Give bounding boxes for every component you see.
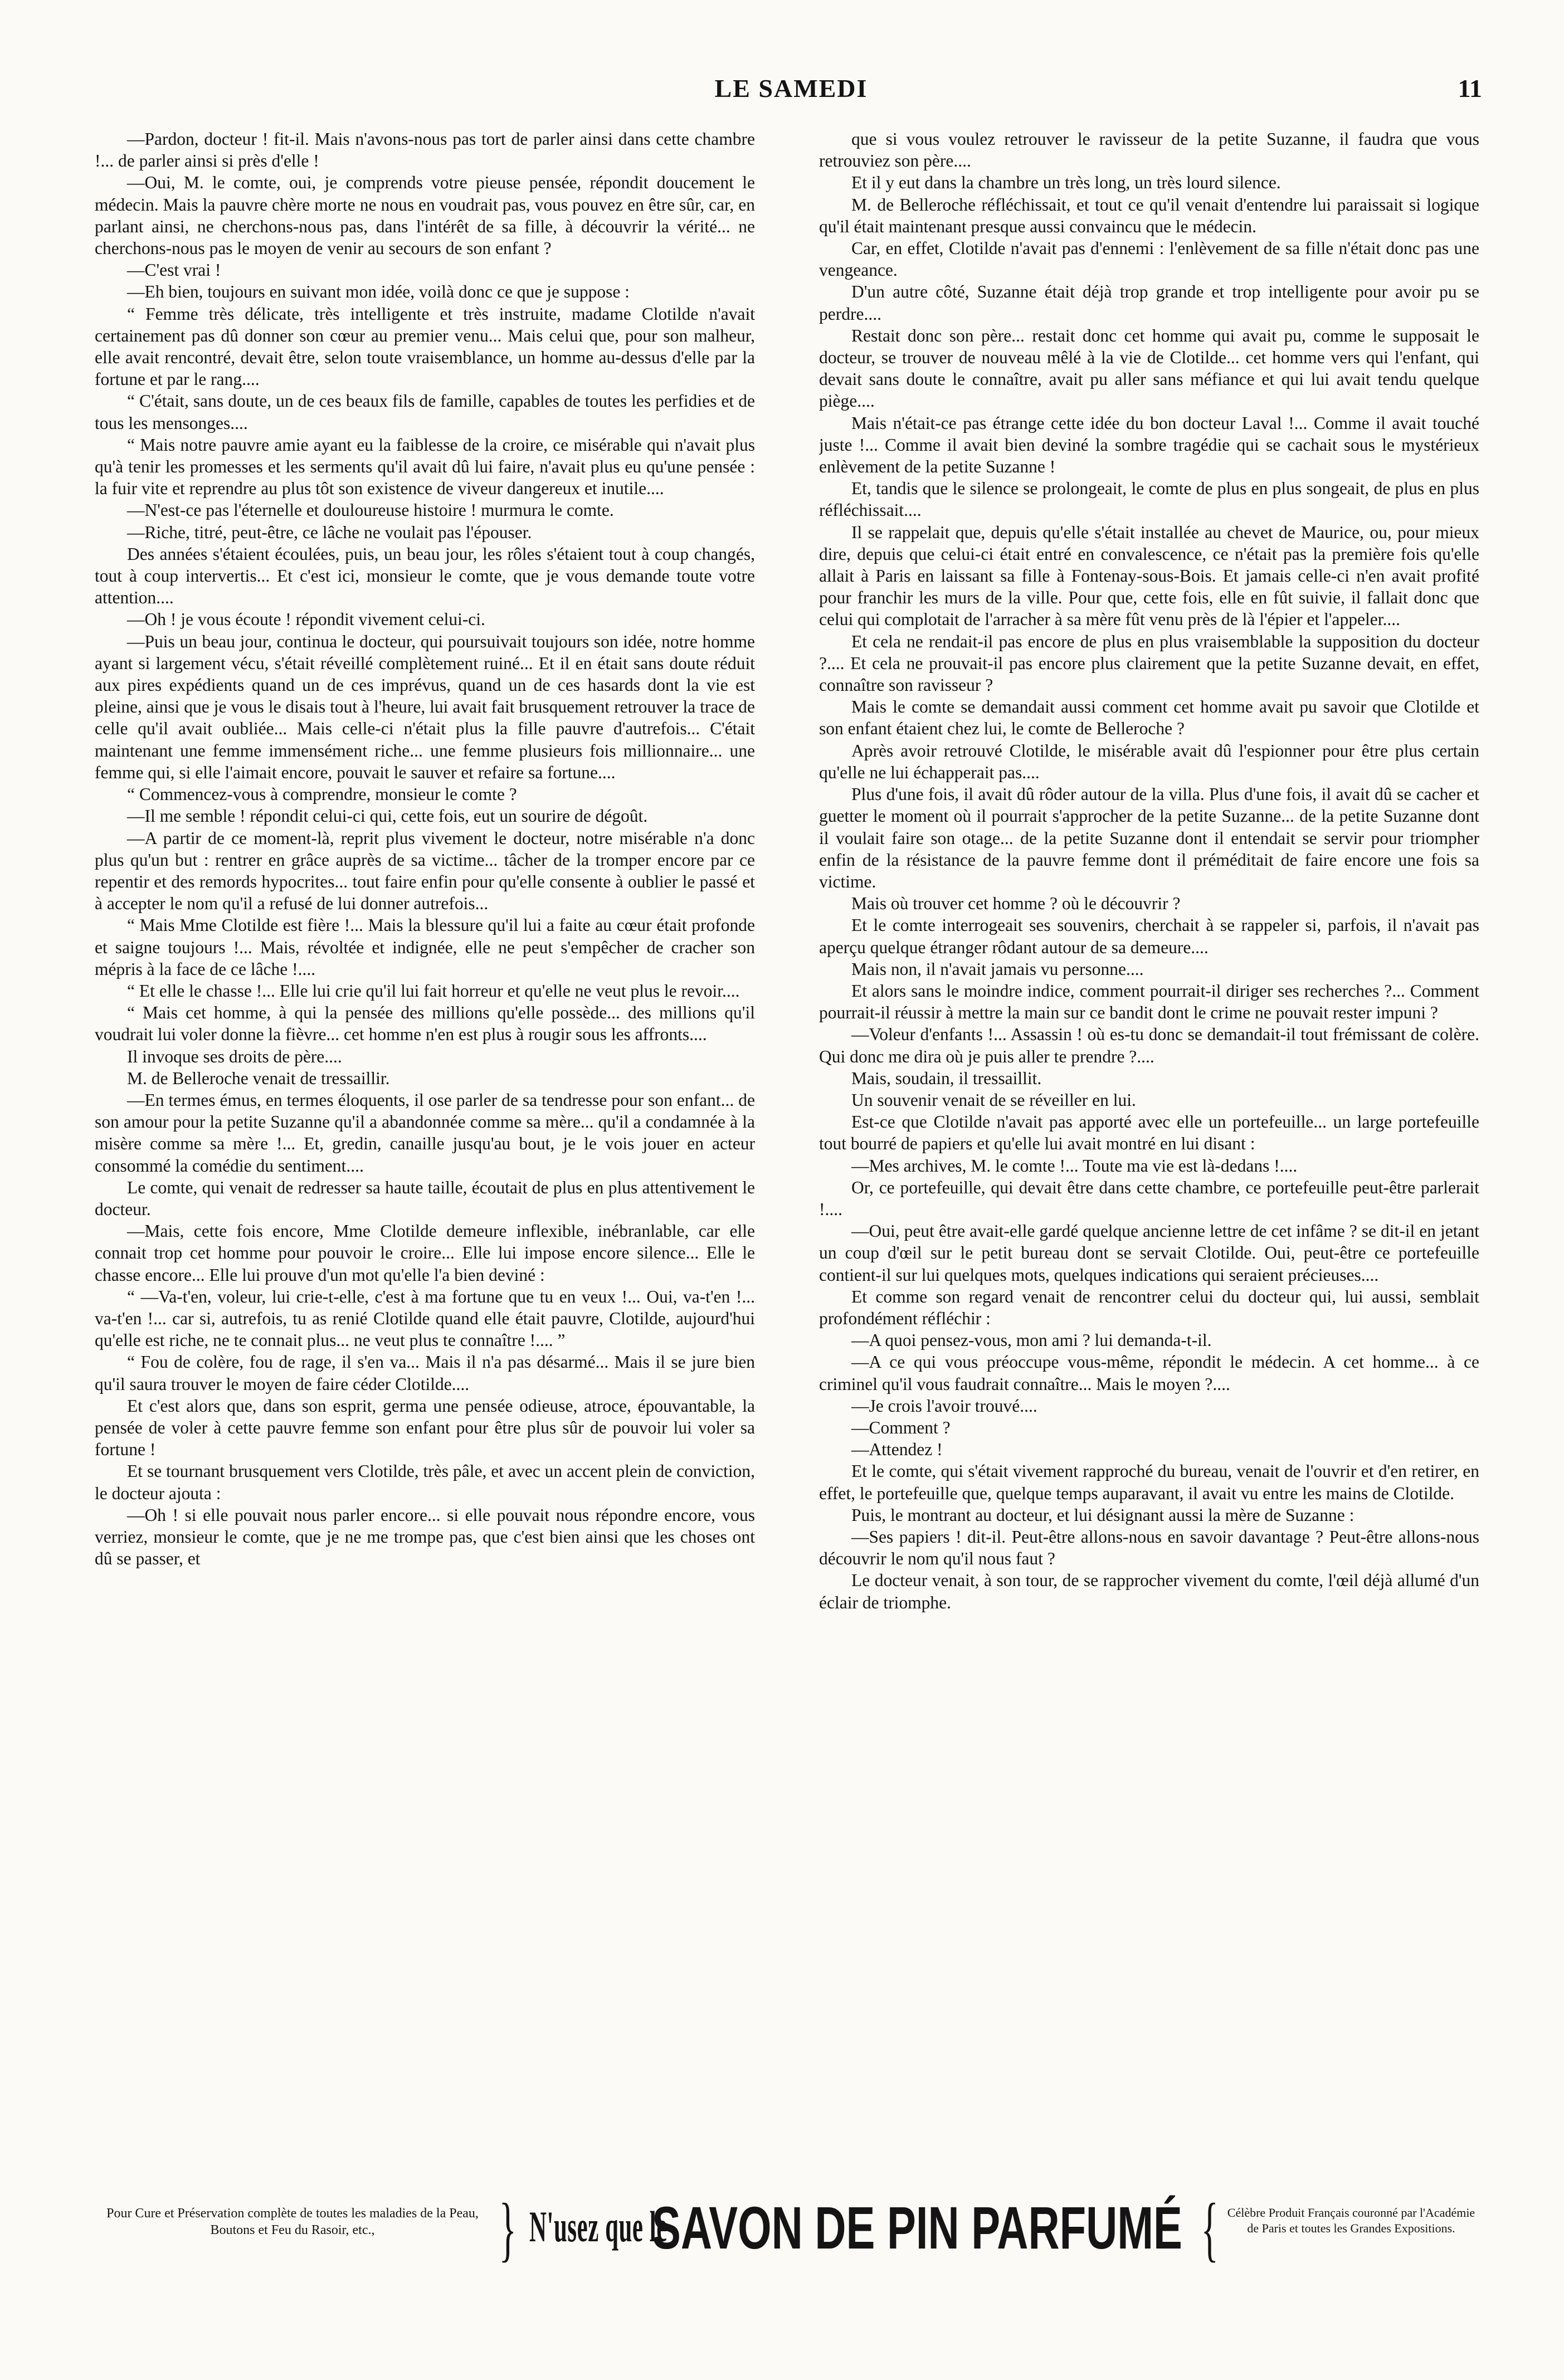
page-header <box>100 74 1482 113</box>
paragraph: Il se rappelait que, depuis qu'elle s'était installée au chevet de Maurice, ou, pour mieux dire, depuis que celui-ci était entré en convalescence, ce n'était pas la première fois qu'elle allait à Paris en laissant sa fille à Fontenay-sous-Bois. Et jamais celle-ci n'en avait profité pour franchir les murs de la ville. Pour que, cette fois, elle en fût suivie, il fallait donc que celui qui complotait de l'arracher à sa mère fût venu près de là l'épier et l'appeler.... <box>819 522 1479 630</box>
paragraph: Et le comte, qui s'était vivement rapproché du bureau, venait de l'ouvrir et d'en retirer, en effet, le portefeuille que, quelque temps auparavant, il avait vu entre les mains de Clotilde. <box>819 1461 1479 1503</box>
ad-right-brace: { <box>1201 2189 1219 2269</box>
journal-title: LE SAMEDI <box>714 74 868 103</box>
paragraph: Après avoir retrouvé Clotilde, le misérable avait dû l'espionner pour être plus certain qu'elle ne lui échapperait pas.... <box>819 740 1479 782</box>
paragraph: —Voleur d'enfants !... Assassin ! où es-tu donc se demandait-il tout frémissant de colère. Qui donc me dira où je puis aller te prendre ?.... <box>819 1025 1479 1066</box>
paragraph: —A partir de ce moment-là, reprit plus vivement le docteur, notre misérable n'a donc plus qu'un but : rentrer en grâce auprès de sa victime... tâcher de la tromper encore par ce repentir et des remords hypocrites... tout faire enfin pour qu'elle consente à oublier le passé et à accepter le nom qu'il a refusé de lui donner autrefois... <box>95 828 755 914</box>
paragraph: Restait donc son père... restait donc cet homme qui avait pu, comme le supposait le docteur, se trouver de nouveau mêlé à la vie de Clotilde... cet homme vers qui l'enfant, qui devait sans doute le connaître, avait pu aller sans méfiance et qui lui avait tendu quelque piège.... <box>819 325 1479 411</box>
paragraph: Et il y eut dans la chambre un très long, un très lourd silence. <box>851 173 1281 193</box>
paragraph: Le docteur venait, à son tour, de se rapprocher vivement du comte, l'œil déjà allumé d'un éclair de triomphe. <box>819 1571 1479 1612</box>
ad-prefix-text: N'usez que le <box>529 2202 667 2251</box>
paragraph: Des années s'étaient écoulées, puis, un beau jour, les rôles s'étaient tout à coup changés, tout à coup intervertis... Et c'est ici, monsieur le comte, que je vous demande toute votre attention.... <box>95 544 755 608</box>
paragraph: —Oh ! si elle pouvait nous parler encore... si elle pouvait nous répondre encore, vous verriez, monsieur le comte, que je ne me trompe pas, que c'est bien ainsi que les choses ont dû se passer, et <box>95 1505 755 1569</box>
paragraph: Est-ce que Clotilde n'avait pas apporté avec elle un portefeuille... un large portefeuille tout bourré de papiers et qu'elle lui avait montré en lui disant : <box>819 1112 1479 1154</box>
paragraph: Or, ce portefeuille, qui devait être dans cette chambre, ce portefeuille peut-être parlerait !.... <box>819 1177 1479 1219</box>
paragraph: Le comte, qui venait de redresser sa haute taille, écoutait de plus en plus attentivement le docteur. <box>95 1177 755 1219</box>
paragraph: “ Femme très délicate, très intelligente et très instruite, madame Clotilde n'avait certainement pas dû donner son cœur au premier venu... Mais celui que, pour son malheur, elle avait rencontré, devait être, selon toute vraisemblance, un homme au-dessus d'elle par la fortune et par le rang.... <box>95 304 755 389</box>
paragraph: Mais non, il n'avait jamais vu personne.... <box>851 959 1144 979</box>
paragraph: Et comme son regard venait de rencontrer celui du docteur qui, lui aussi, semblait profondément réfléchir : <box>819 1286 1479 1328</box>
paragraph: —Attendez ! <box>851 1440 943 1460</box>
paragraph: “ Mais cet homme, à qui la pensée des millions qu'elle possède... des millions qu'il voudrait lui voler donne la fièvre... cet homme n'en est plus à rougir sous les affronts.... <box>95 1003 755 1045</box>
paragraph: “ —Va-t'en, voleur, lui crie-t-elle, c'est à ma fortune que tu en veux !... Oui, va-t'en !... va-t'en !... car si, autrefois, tu as renié Clotilde quand elle était pauvre, Clotilde, aujourd'hui qu'elle est riche, ne te connait plus... ne veut plus te connaître !.... ” <box>95 1286 755 1350</box>
paragraph: —Eh bien, toujours en suivant mon idée, voilà donc ce que je suppose : <box>127 282 630 302</box>
paragraph: Puis, le montrant au docteur, et lui désignant aussi la mère de Suzanne : <box>851 1505 1355 1525</box>
paragraph: Mais n'était-ce pas étrange cette idée du bon docteur Laval !... Comme il avait touché juste !... Comme il avait bien deviné la sombre tragédie qui se cachait sous le mystérieux enlèvement de la petite Suzanne ! <box>819 413 1479 477</box>
paragraph: —A quoi pensez-vous, mon ami ? lui demanda-t-il. <box>851 1330 1212 1350</box>
paragraph: “ Commencez-vous à comprendre, monsieur le comte ? <box>127 784 517 804</box>
paragraph: M. de Belleroche réfléchissait, et tout ce qu'il venait d'entendre lui paraissait si logique qu'il était maintenant presque aussi convaincu que le médecin. <box>819 194 1479 236</box>
paragraph: —Je crois l'avoir trouvé.... <box>851 1396 1037 1416</box>
paragraph: —Riche, titré, peut-être, ce lâche ne voulait pas l'épouser. <box>127 522 532 542</box>
paragraph: Et alors sans le moindre indice, comment pourrait-il diriger ses recherches ?... Comment pourrait-il réussir à mettre la main sur ce bandit dont le crime ne pouvait rester impuni ? <box>819 981 1479 1023</box>
paragraph: D'un autre côté, Suzanne était déjà trop grande et trop intelligente pour avoir pu se perdre.... <box>819 282 1479 324</box>
paragraph: Il invoque ses droits de père.... <box>127 1046 342 1066</box>
ad-right-text: Célèbre Produit Français couronné par l'Académie de Paris et toutes les Grandes Expositions. <box>1227 2206 1475 2235</box>
paragraph: —Puis un beau jour, continua le docteur, qui poursuivait toujours son idée, notre homme ayant si largement vécu, s'était réveillé complètement ruiné... Et il en était sans doute réduit aux pires expédients quand un de ces imprévus, quand un de ces hasards dont la vie est pleine, ainsi que je vous le disais tout à l'heure, lui avait fait brusquement retrouver la trace de celle qu'il avait oubliée... Mais celle-ci n'était plus la fille pauvre d'autrefois... C'était maintenant une femme immensément riche... une femme plusieurs fois millionnaire... une femme qui, si elle l'aimait encore, pouvait le sauver et refaire sa fortune.... <box>95 631 755 782</box>
paragraph: —Ses papiers ! dit-il. Peut-être allons-nous en savoir davantage ? Peut-être allons-nous découvrir le nom qu'il nous faut ? <box>819 1527 1479 1569</box>
ad-product-name: SAVON DE PIN PARFUMÉ <box>652 2194 1182 2261</box>
paragraph: M. de Belleroche venait de tressaillir. <box>127 1068 390 1088</box>
paragraph: —Pardon, docteur ! fit-il. Mais n'avons-nous pas tort de parler ainsi dans cette chambre !... de parler ainsi si près d'elle ! <box>95 129 755 171</box>
paragraph: —Mes archives, M. le comte !... Toute ma vie est là-dedans !.... <box>851 1155 1298 1176</box>
paragraph: “ C'était, sans doute, un de ces beaux fils de famille, capables de toutes les perfidies et de tous les mensonges.... <box>95 391 755 433</box>
paragraph: “ Fou de colère, fou de rage, il s'en va... Mais il n'a pas désarmé... Mais il se jure bien qu'il saura trouver le moyen de faire céder Clotilde.... <box>95 1352 755 1394</box>
paragraph: Plus d'une fois, il avait dû rôder autour de la villa. Plus d'une fois, il avait dû se cacher et guetter le moment où il pourrait s'approcher de la petite Suzanne... de la petite Suzanne dont il voulait faire son otage... de la petite Suzanne dont il entendait se servir pour triompher enfin de la résistance de la pauvre femme dont il préméditait de faire encore une fois sa victime. <box>819 784 1479 891</box>
paragraph: Et cela ne rendait-il pas encore de plus en plus vraisemblable la supposition du docteur ?.... Et cela ne prouvait-il pas encore plus clairement que la petite Suzanne devait, en effet, connaître son ravisseur ? <box>819 631 1479 695</box>
page-number: 11 <box>1458 74 1482 103</box>
right-text-column <box>819 128 1479 2156</box>
paragraph: Un souvenir venait de se réveiller en lui. <box>851 1090 1136 1110</box>
paragraph: Mais où trouver cet homme ? où le découvrir ? <box>851 894 1181 914</box>
ad-left-text: Pour Cure et Préservation complète de toutes les maladies de la Peau, Boutons et Feu du Rasoir, etc., <box>106 2206 479 2237</box>
paragraph: —Il me semble ! répondit celui-ci qui, cette fois, eut un sourire de dégoût. <box>127 806 648 826</box>
paragraph: —Mais, cette fois encore, Mme Clotilde demeure inflexible, inébranlable, car elle connait trop cet homme pour pouvoir le croire... Elle lui impose encore silence... Elle le chasse encore... Elle lui prouve d'un mot qu'elle l'a bien deviné : <box>95 1221 755 1285</box>
paragraph: Mais le comte se demandait aussi comment cet homme avait pu savoir que Clotilde et son enfant étaient chez lui, le comte de Belleroche ? <box>819 697 1479 739</box>
paragraph: —A ce qui vous préoccupe vous-même, répondit le médecin. A cet homme... à ce criminel qu'il vous faudrait connaître... Mais le moyen ?.... <box>819 1352 1479 1394</box>
paragraph: —C'est vrai ! <box>127 260 221 280</box>
left-text-column <box>95 128 755 2156</box>
paragraph: Et le comte interrogeait ses souvenirs, cherchait à se rappeler si, parfois, il n'avait pas aperçu quelque étranger rôdant autour de sa demeure.... <box>819 915 1479 957</box>
paragraph: —Oh ! je vous écoute ! répondit vivement celui-ci. <box>127 609 485 630</box>
paragraph: —Oui, peut être avait-elle gardé quelque ancienne lettre de cet infâme ? se dit-il en jetant un coup d'œil sur le petit bureau dont se servait Clotilde. Oui, peut-être ce portefeuille contient-il sur lui quelques mots, quelques indications qui seraient précieuses.... <box>819 1221 1479 1285</box>
paragraph: Et c'est alors que, dans son esprit, germa une pensée odieuse, atroce, épouvantable, la pensée de voler à cette pauvre femme son enfant pour être plus sûr de pouvoir lui voler sa fortune ! <box>95 1396 755 1460</box>
paragraph: Car, en effet, Clotilde n'avait pas d'ennemi : l'enlèvement de sa fille n'était donc pas une vengeance. <box>819 238 1479 280</box>
paragraph: “ Et elle le chasse !... Elle lui crie qu'il lui fait horreur et qu'elle ne veut plus le revoir.... <box>127 981 740 1001</box>
paragraph: —N'est-ce pas l'éternelle et douloureuse histoire ! murmura le comte. <box>127 500 614 520</box>
paragraph: “ Mais Mme Clotilde est fière !... Mais la blessure qu'il lui a faite au cœur était profonde et saigne toujours !... Mais, révoltée et indignée, elle ne peut s'empêcher de cracher son mépris à la face de ce lâche !.... <box>95 915 755 979</box>
paragraph: Et se tournant brusquement vers Clotilde, très pâle, et avec un accent plein de conviction, le docteur ajouta : <box>95 1461 755 1503</box>
paragraph: Mais, soudain, il tressaillit. <box>851 1068 1042 1088</box>
paragraph: —Comment ? <box>851 1417 951 1437</box>
paragraph: —En termes émus, en termes éloquents, il ose parler de sa tendresse pour son enfant... de son amour pour la petite Suzanne qu'il a abandonnée comme sa mère... qu'il a condamnée à la misère comme sa mère !... Et, gredin, canaille jusqu'au bout, je le vois jouer en acteur consommé la comédie du sentiment.... <box>95 1090 755 1176</box>
ad-left-brace: } <box>499 2189 517 2269</box>
soap-advertisement <box>89 2189 1477 2284</box>
paragraph: que si vous voulez retrouver le ravisseur de la petite Suzanne, il faudra que vous retrouviez son père.... <box>819 129 1479 171</box>
paragraph: “ Mais notre pauvre amie ayant eu la faiblesse de la croire, ce misérable qui n'avait plus qu'à tenir les promesses et les serments qu'il avait dû lui faire, n'avait plus eu qu'une pensée : la fuir vite et reprendre au plus tôt son existence de viveur dangereux et inutile.... <box>95 435 755 499</box>
paragraph: —Oui, M. le comte, oui, je comprends votre pieuse pensée, répondit doucement le médecin. Mais la pauvre chère morte ne nous en voudrait pas, vous pouvez en être sûr, car, en parlant ainsi, ne cherchons-nous pas, dans l'intérêt de sa fille, à découvrir la vérité... ne cherchons-nous pas le moyen de venir au secours de son enfant ? <box>95 173 755 259</box>
paragraph: Et, tandis que le silence se prolongeait, le comte de plus en plus songeait, de plus en plus réfléchissait.... <box>819 479 1479 520</box>
